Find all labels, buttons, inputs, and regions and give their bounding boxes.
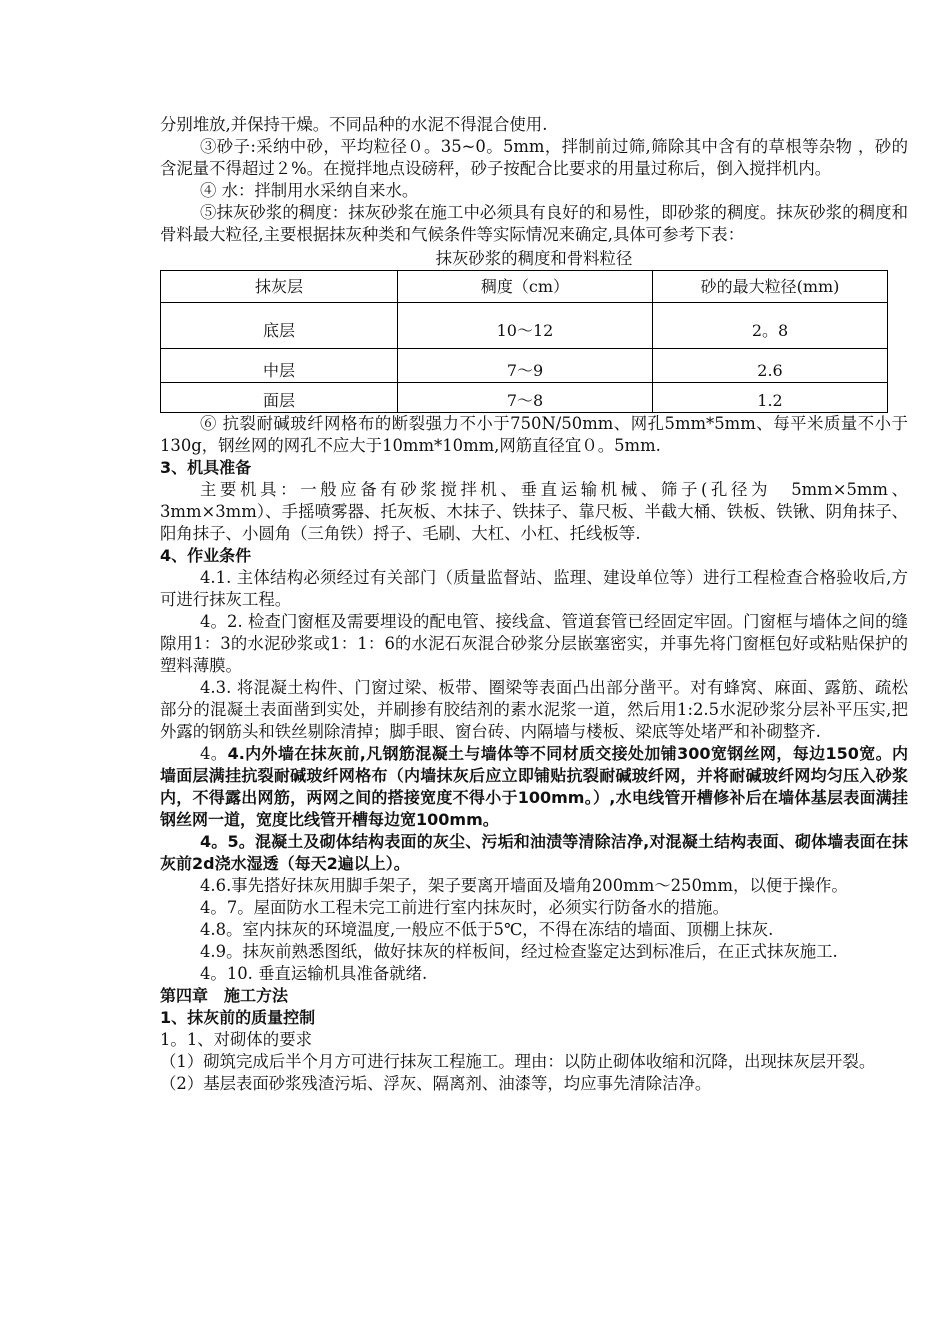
paragraph-consistency: ⑤抹灰砂浆的稠度：抹灰砂浆在施工中必须具有良好的和易性，即砂浆的稠度。抹灰砂浆的稠度和骨料最大粒径,主要根据抹灰种类和气候条件等实际情况来确定,具体可参考下表： [160, 203, 908, 244]
table-row [161, 303, 888, 349]
table-row [161, 383, 888, 413]
table-caption: 抹灰砂浆的稠度和骨料粒径 [435, 249, 633, 268]
paragraph-4-3: 4.3. 将混凝土构件、门窗过梁、板带、圈梁等表面凸出部分凿平。对有蜂窝、麻面、露筋、疏松部分的混凝土表面凿到实处，并刷掺有胶结剂的素水泥浆一道，然后用1:2.5水泥砂浆分层补平压实,把外露的钢筋头和铁丝剔除清掉；脚手眼、窗台砖、内隔墙与楼板、梁底等处堵严和补砌整齐. [160, 678, 908, 741]
paragraph-4-7: 4。7。屋面防水工程未完工前进行室内抹灰时，必须实行防备水的措施。 [200, 898, 729, 917]
table-header-cell: 抹灰层 [161, 271, 398, 303]
paragraph-tools: 主要机具：一般应备有砂浆搅拌机、垂直运输机械、筛子(孔径为 5mm×5mm、3mm×3mm）、手摇喷雾器、托灰板、木抹子、铁抹子、靠尺板、半截大桶、铁板、铁锹、阴角抹子、阳角抹子、小圆角（三角铁）捋子、毛刷、大杠、小杠、托线板等. [160, 480, 908, 543]
table-header-cell: 砂的最大粒径(mm) [653, 271, 888, 303]
table-cell: 7～8 [398, 383, 653, 413]
paragraph-4-9: 4.9。抹灰前熟悉图纸，做好抹灰的样板间，经过检查鉴定达到标准后，在正式抹灰施工. [200, 942, 838, 961]
paragraph-4-4 [160, 743, 908, 831]
table-cell: 7～9 [398, 349, 653, 383]
subsection-heading: 1、抹灰前的质量控制 [160, 1008, 316, 1027]
table-cell: 中层 [161, 349, 398, 383]
list-item: （2）基层表面砂浆残渣污垢、浮灰、隔离剂、油漆等，均应事先清除洁净。 [160, 1074, 712, 1093]
paragraph-mesh: ⑥ 抗裂耐碱玻纤网格布的断裂强力不小于750N/50mm、网孔5mm*5mm、每平米质量不小于130g，钢丝网的网孔不应大于10mm*10mm,网筋直径宜０。5mm. [160, 414, 908, 455]
table-cell: 2。8 [653, 303, 888, 349]
chapter-heading: 第四章 施工方法 [160, 986, 289, 1005]
table-cell: 1.2 [653, 383, 888, 413]
paragraph-cement-storage: 分别堆放,并保持干燥。不同品种的水泥不得混合使用. [160, 115, 548, 134]
paragraph-4-4-bold: 4.内外墙在抹灰前,凡钢筋混凝土与墙体等不同材质交接处加铺300宽钢丝网，每边150宽。内墙面层满挂抗裂耐碱玻纤网格布（内墙抹灰后应立即铺贴抗裂耐碱玻纤网，并将耐碱玻纤网均匀压入砂浆内，不得露出网筋，两网之间的搭接宽度不得小于100mm。）,水电线管开槽修补后在墙体基层表面满挂钢丝网一道，宽度比线管开槽每边宽100mm。 [160, 744, 908, 829]
list-item: （1）砌筑完成后半个月方可进行抹灰工程施工。理由：以防止砌体收缩和沉降，出现抹灰层开裂。 [160, 1052, 876, 1071]
paragraph-water: ④ 水：拌制用水采纳自来水。 [200, 181, 419, 200]
paragraph-4-8: 4.8。室内抹灰的环境温度,一般应不低于5℃，不得在冻结的墙面、顶棚上抹灰. [200, 920, 774, 939]
document-page [160, 114, 908, 1095]
paragraph-4-10: 4。10. 垂直运输机具准备就绪. [200, 964, 428, 983]
paragraph-4-4-prefix: 4。 [200, 744, 228, 763]
subsection-title: 1。1、对砌体的要求 [160, 1030, 312, 1049]
consistency-table [160, 270, 888, 413]
paragraph-sand: ③砂子:采纳中砂，平均粒径０。35~0。5mm，拌制前过筛,筛除其中含有的草根等杂物 ，砂的含泥量不得超过２%。在搅拌地点设磅秤，砂子按配合比要求的用量过称后，倒入搅拌机内。 [160, 137, 908, 178]
paragraph-4-5: 4。5。混凝土及砌体结构表面的灰尘、污垢和油渍等清除洁净,对混凝土结构表面、砌体墙表面在抹灰前2d浇水湿透（每天2遍以上）。 [160, 832, 908, 873]
paragraph-4-2: 4。2. 检查门窗框及需要埋设的配电管、接线盒、管道套管已经固定牢固。门窗框与墙体之间的缝隙用1：3的水泥砂浆或1：1：6的水泥石灰混合砂浆分层嵌塞密实，并事先将门窗框包好或粘贴保护的塑料薄膜。 [160, 612, 908, 675]
paragraph-4-6: 4.6.事先搭好抹灰用脚手架子，架子要离开墙面及墙角200mm～250mm，以便于操作。 [200, 876, 848, 895]
section-heading-conditions: 4、作业条件 [160, 546, 252, 565]
table-cell: 底层 [161, 303, 398, 349]
table-cell: 10～12 [398, 303, 653, 349]
table-header-cell: 稠度（cm） [398, 271, 653, 303]
table-cell: 面层 [161, 383, 398, 413]
section-heading-tools: 3、机具准备 [160, 458, 252, 477]
table-header-row [161, 271, 888, 303]
paragraph-4-1: 4.1. 主体结构必须经过有关部门（质量监督站、监理、建设单位等）进行工程检查合格验收后,方可进行抹灰工程。 [160, 568, 908, 609]
table-row [161, 349, 888, 383]
table-cell: 2.6 [653, 349, 888, 383]
